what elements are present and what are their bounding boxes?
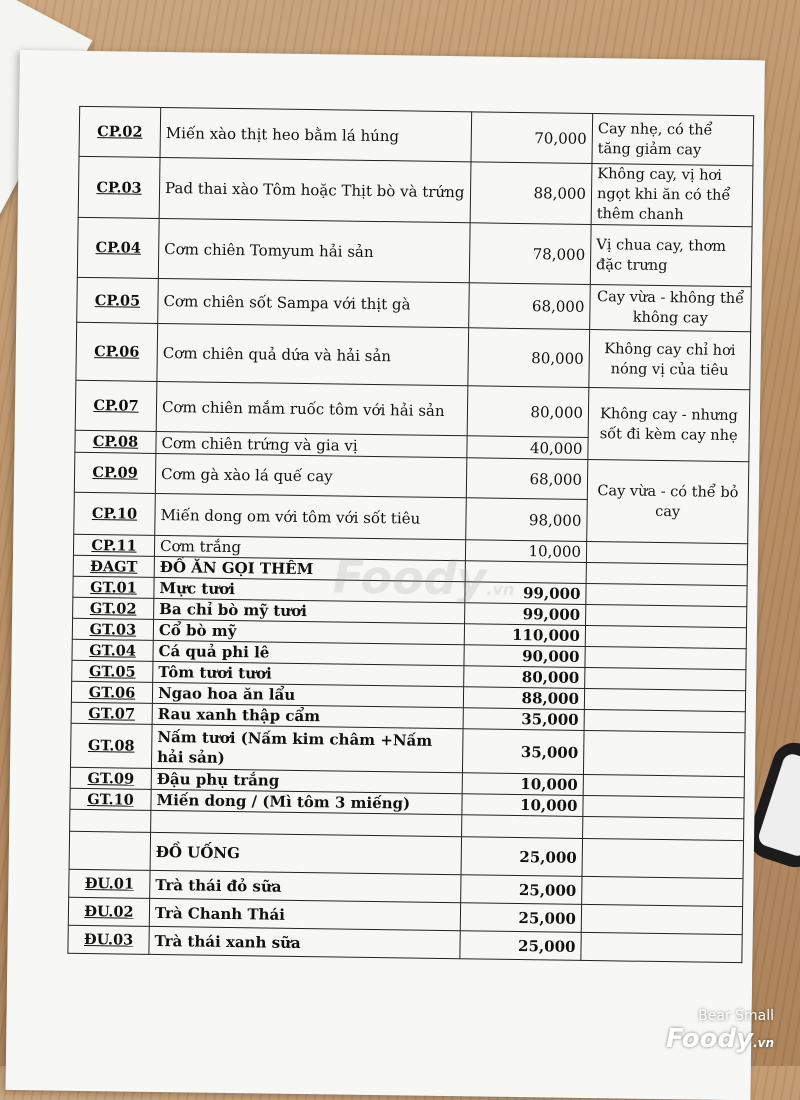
item-note: Cay nhẹ, có thể tăng giảm cay: [592, 114, 754, 166]
item-price: 35,000: [463, 708, 584, 731]
item-code: GT.06: [71, 681, 152, 703]
item-name: Cơm chiên quả dứa và hải sản: [157, 323, 469, 385]
item-price: 88,000: [470, 162, 592, 225]
item-note: Cay vừa - có thể bỏ cay: [587, 459, 749, 543]
item-code: GT.03: [72, 618, 153, 640]
item-code: ĐU.03: [68, 925, 149, 954]
item-code: GT.02: [73, 597, 154, 619]
item-note: Không cay, vị hơi ngọt khi ăn có thể thêm chanh: [591, 163, 753, 226]
item-name: Trà Chanh Thái: [149, 898, 460, 930]
foody-brand-mark: [666, 1008, 774, 1054]
item-code: CP.07: [75, 380, 157, 431]
item-name: Tôm tươi tươi: [153, 661, 464, 686]
item-price: 98,000: [466, 498, 588, 542]
item-price: 25,000: [460, 931, 581, 961]
item-code: ĐU.02: [68, 897, 149, 926]
item-price: 10,000: [462, 773, 583, 796]
section-code: ĐAGT: [73, 555, 154, 577]
item-code: CP.08: [75, 430, 156, 453]
item-code: CP.03: [78, 156, 160, 218]
item-name: Cá quả phi lê: [153, 640, 464, 665]
table-row: [77, 217, 752, 286]
item-name: Pad thai xào Tôm hoặc Thịt bò và trứng: [159, 157, 471, 222]
item-price: 78,000: [469, 223, 591, 285]
item-name: Cơm chiên mắm ruốc tôm với hải sản: [156, 381, 468, 435]
item-name: Trà thái đỏ sữa: [150, 870, 461, 902]
item-name: Nấm tươi (Nấm kim châm +Nấm hải sản): [151, 724, 463, 772]
item-name: Miến dong om với tôm với sốt tiêu: [155, 493, 467, 539]
item-code: GT.10: [70, 788, 151, 810]
item-price: 80,000: [464, 666, 585, 689]
item-code: GT.09: [70, 767, 151, 789]
item-price: 90,000: [464, 645, 585, 668]
item-name: Miến dong / (Mì tôm 3 miếng): [151, 789, 462, 814]
item-price: 80,000: [467, 386, 589, 438]
menu-paper: [5, 50, 764, 1100]
section-title: ĐỒ ĂN GỌI THÊM: [154, 556, 465, 581]
item-price: 10,000: [465, 540, 586, 563]
item-price: 25,000: [460, 903, 581, 933]
item-name: Trà thái xanh sữa: [149, 926, 460, 958]
item-name: Cơm chiên sốt Sampa với thịt gà: [158, 278, 470, 327]
item-note: Không cay chỉ hơi nóng vị của tiêu: [589, 329, 751, 389]
item-price: 10,000: [462, 794, 583, 817]
item-name: Ngao hoa ăn lẩu: [152, 682, 463, 707]
item-name: Cơm chiên Tomyum hải sản: [158, 218, 470, 282]
item-code: GT.07: [71, 702, 152, 724]
item-name: Đậu phụ trắng: [151, 768, 462, 793]
item-name: Ba chỉ bò mỹ tươi: [154, 598, 465, 623]
section-title: ĐỒ UỐNG: [150, 832, 462, 874]
item-code: GT.04: [72, 639, 153, 661]
item-price: 68,000: [469, 283, 591, 330]
foody-watermark: Foody.vn: [332, 549, 515, 606]
item-price: 70,000: [471, 112, 593, 164]
item-code: GT.01: [73, 576, 154, 598]
item-note: Không cay - nhưng sốt đi kèm cay nhẹ: [588, 387, 750, 461]
item-price: 99,000: [465, 603, 586, 626]
item-code: CP.09: [74, 452, 156, 493]
item-name: Mực tươi: [154, 577, 465, 602]
menu-table: [67, 106, 754, 963]
item-code: CP.04: [77, 217, 159, 278]
item-code: CP.06: [76, 322, 158, 381]
item-price: 88,000: [463, 687, 584, 710]
foody-logo: Foody.vn: [666, 1024, 774, 1054]
item-note: Cay vừa - không thể không cay: [590, 284, 752, 331]
item-price: 99,000: [465, 582, 586, 605]
item-price: 80,000: [468, 328, 590, 388]
item-code: CP.05: [77, 277, 159, 323]
item-name: Miến xào thịt heo bằm lá húng: [160, 107, 472, 161]
item-name: Cơm chiên trứng và gia vị: [156, 431, 467, 457]
item-code: GT.05: [72, 660, 153, 682]
item-code: CP.10: [74, 492, 156, 535]
item-name: Cơm gà xào lá quế cay: [155, 453, 467, 497]
item-price: 40,000: [467, 436, 588, 460]
item-code: ĐU.01: [69, 869, 150, 898]
item-note: Vị chua cay, thơm đặc trưng: [590, 224, 752, 286]
item-name: Rau xanh thập cẩm: [152, 703, 463, 728]
photo-byline: Bear Small: [698, 1008, 774, 1024]
item-code: CP.11: [73, 534, 154, 556]
item-price: 110,000: [464, 624, 585, 647]
item-name: Cơm trắng: [154, 535, 465, 560]
item-price: 35,000: [462, 729, 584, 775]
section-price: 25,000: [461, 837, 583, 877]
item-name: Cổ bò mỹ: [153, 619, 464, 644]
item-code: CP.02: [79, 106, 161, 157]
item-price: 68,000: [466, 458, 588, 500]
table-row: [76, 322, 751, 389]
table-row: [78, 156, 753, 226]
item-price: 25,000: [461, 875, 582, 905]
item-code: GT.08: [70, 723, 152, 768]
